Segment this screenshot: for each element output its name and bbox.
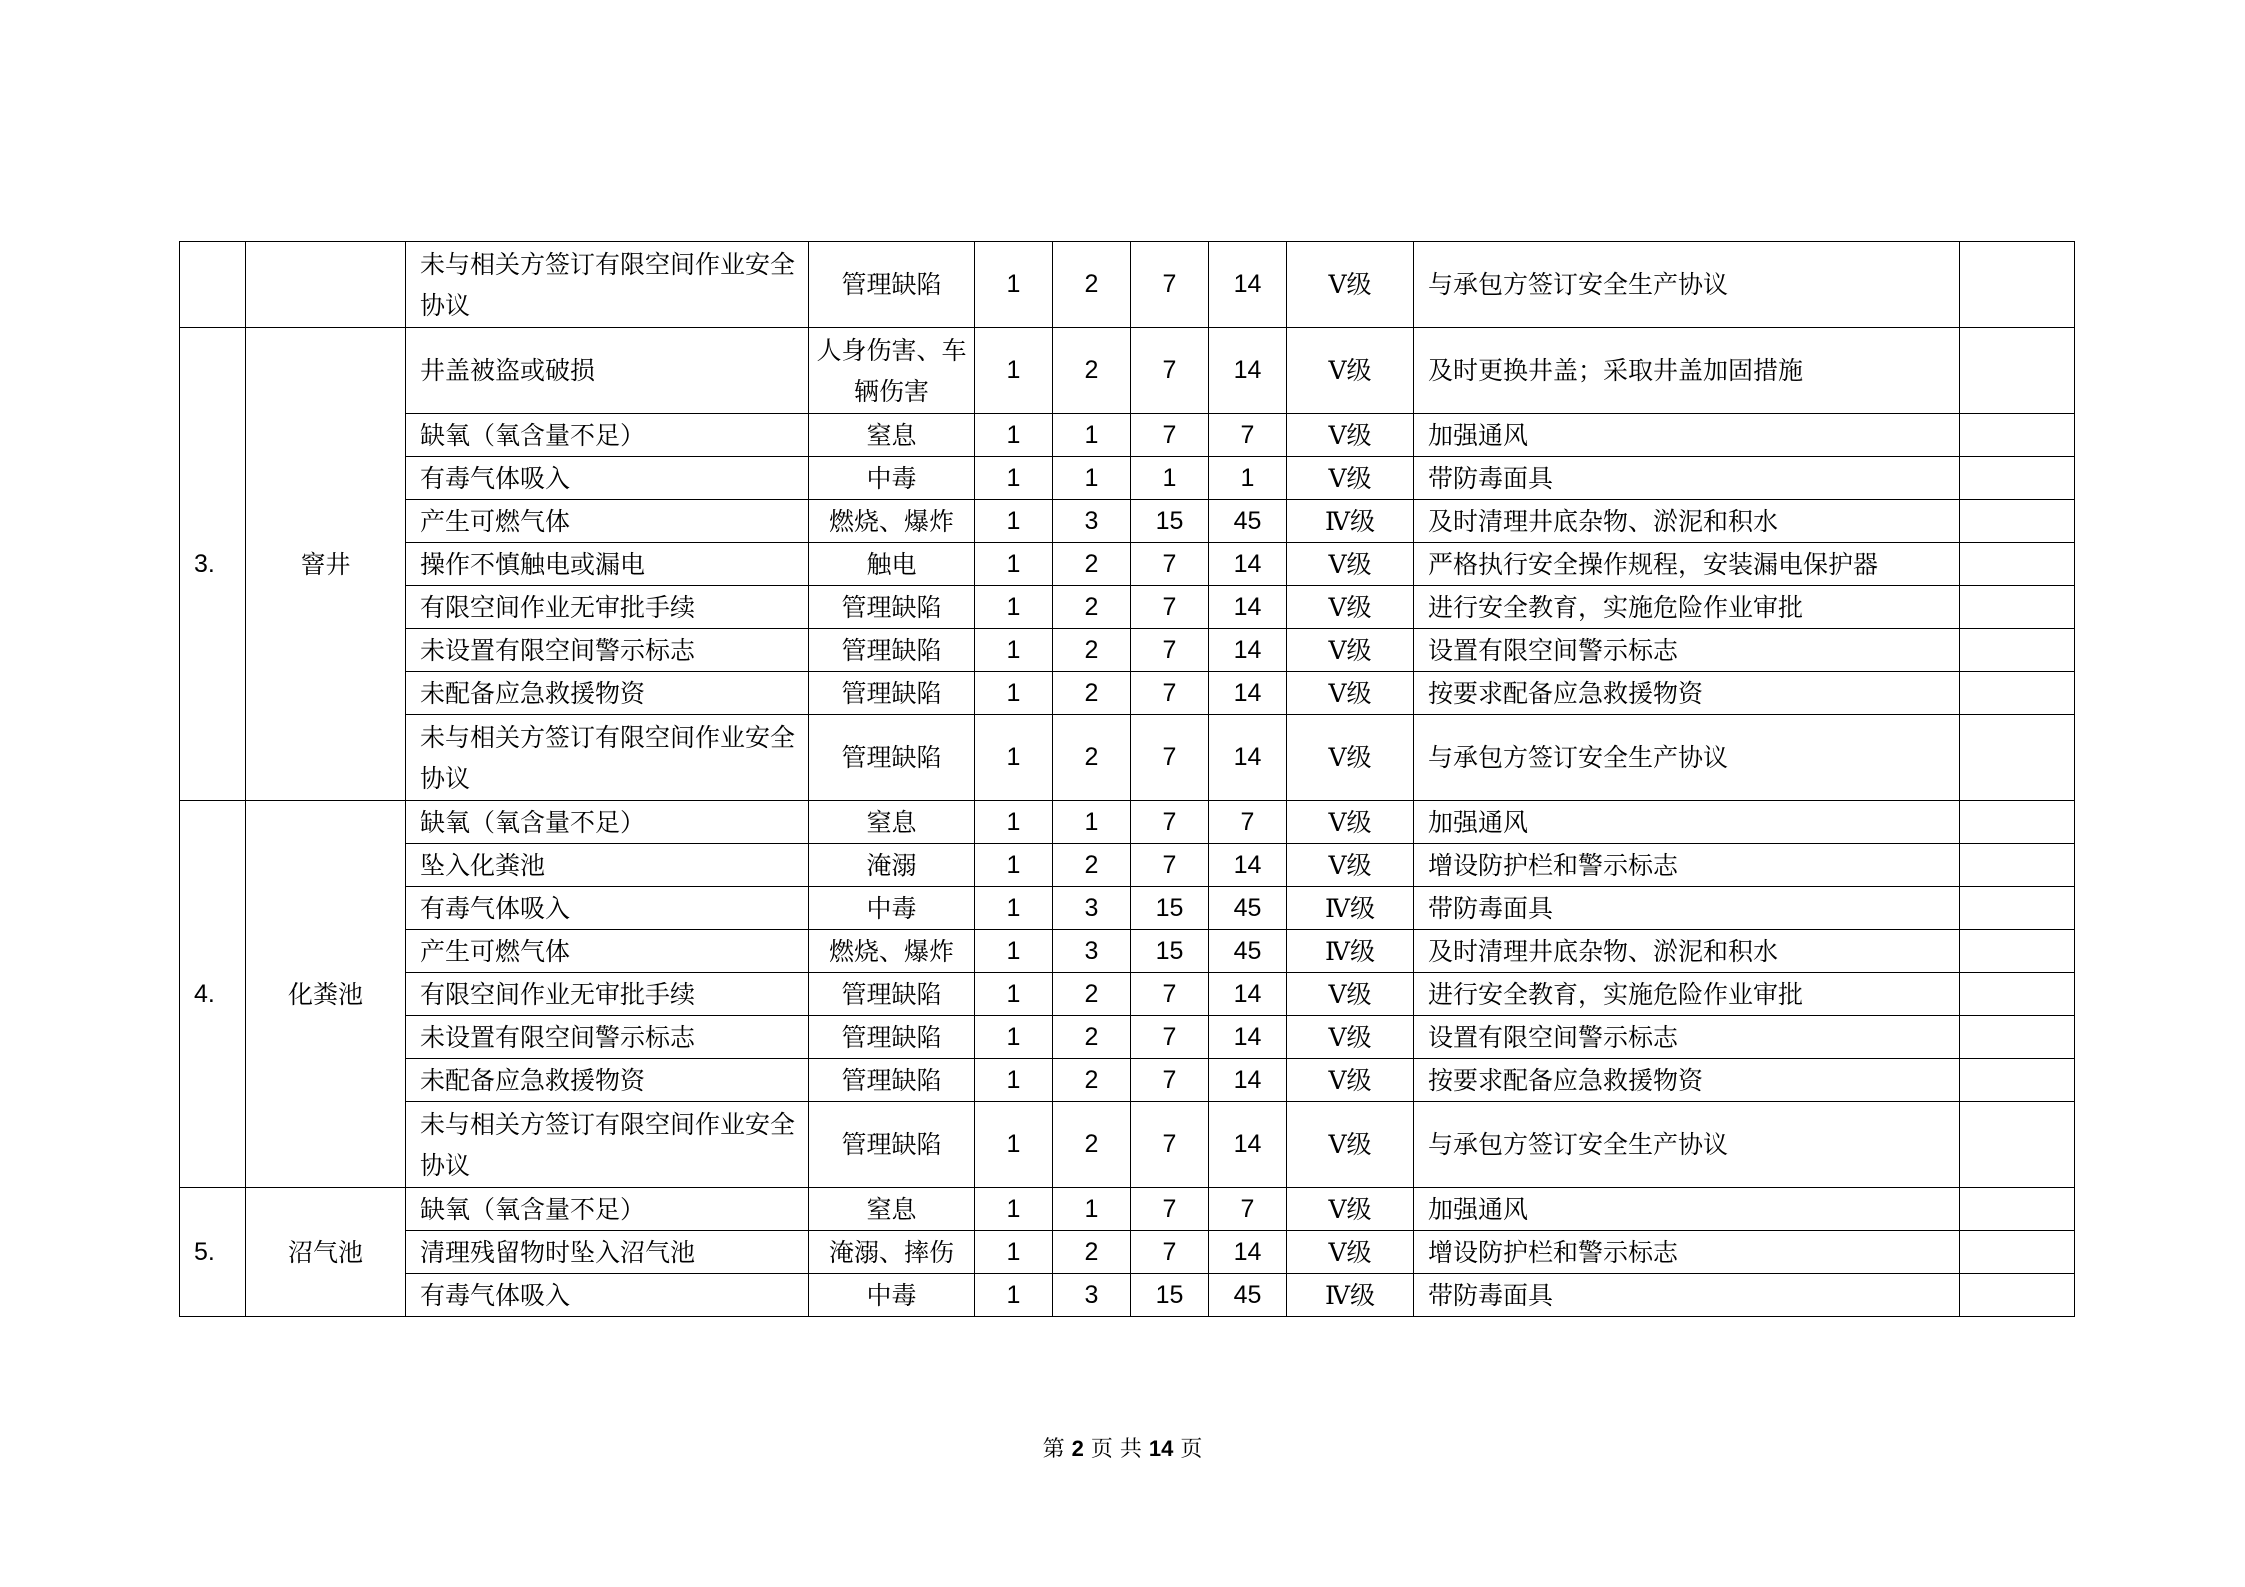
- table-row: [180, 1059, 2075, 1102]
- footer-prefix: 第: [1042, 1437, 1065, 1462]
- d-value-cell: 45: [1209, 1274, 1287, 1317]
- consequence-cell: 管理缺陷: [809, 973, 975, 1016]
- c-value-cell: 7: [1131, 844, 1209, 887]
- control-measure-cell: 设置有限空间警示标志: [1414, 1016, 1960, 1059]
- consequence-cell: 燃烧、爆炸: [809, 500, 975, 543]
- risk-level-cell: Ⅴ级: [1287, 629, 1414, 672]
- e-value-cell: 2: [1053, 629, 1131, 672]
- note-cell: [1960, 1231, 2075, 1274]
- e-value-cell: 2: [1053, 586, 1131, 629]
- d-value-cell: 14: [1209, 1102, 1287, 1188]
- c-value-cell: 1: [1131, 457, 1209, 500]
- control-measure-cell: 严格执行安全操作规程，安装漏电保护器: [1414, 543, 1960, 586]
- risk-level-cell: Ⅴ级: [1287, 715, 1414, 801]
- table-row: [180, 242, 2075, 328]
- consequence-cell: 淹溺: [809, 844, 975, 887]
- hazard-cell: 缺氧（氧含量不足）: [406, 414, 809, 457]
- hazard-cell: 未配备应急救援物资: [406, 672, 809, 715]
- l-value-cell: 1: [975, 414, 1053, 457]
- consequence-cell: 窒息: [809, 414, 975, 457]
- section-index: [180, 242, 246, 328]
- risk-level-cell: Ⅳ级: [1287, 500, 1414, 543]
- consequence-cell: 管理缺陷: [809, 1102, 975, 1188]
- d-value-cell: 1: [1209, 457, 1287, 500]
- consequence-cell: 窒息: [809, 1188, 975, 1231]
- l-value-cell: 1: [975, 543, 1053, 586]
- control-measure-cell: 与承包方签订安全生产协议: [1414, 715, 1960, 801]
- hazard-cell: 有限空间作业无审批手续: [406, 586, 809, 629]
- control-measure-cell: 及时更换井盖；采取井盖加固措施: [1414, 328, 1960, 414]
- d-value-cell: 14: [1209, 629, 1287, 672]
- risk-level-cell: Ⅴ级: [1287, 457, 1414, 500]
- l-value-cell: 1: [975, 1274, 1053, 1317]
- control-measure-cell: 带防毒面具: [1414, 887, 1960, 930]
- note-cell: [1960, 715, 2075, 801]
- c-value-cell: 7: [1131, 629, 1209, 672]
- e-value-cell: 3: [1053, 500, 1131, 543]
- hazard-cell: 清理残留物时坠入沼气池: [406, 1231, 809, 1274]
- table-row: [180, 586, 2075, 629]
- table-body: [180, 242, 2075, 1317]
- c-value-cell: 7: [1131, 1231, 1209, 1274]
- d-value-cell: 7: [1209, 801, 1287, 844]
- note-cell: [1960, 1016, 2075, 1059]
- d-value-cell: 45: [1209, 930, 1287, 973]
- note-cell: [1960, 1059, 2075, 1102]
- note-cell: [1960, 414, 2075, 457]
- d-value-cell: 7: [1209, 1188, 1287, 1231]
- section-location: 化粪池: [246, 801, 406, 1188]
- e-value-cell: 2: [1053, 1102, 1131, 1188]
- e-value-cell: 2: [1053, 543, 1131, 586]
- d-value-cell: 45: [1209, 887, 1287, 930]
- footer-middle: 页 共: [1090, 1437, 1142, 1462]
- note-cell: [1960, 801, 2075, 844]
- note-cell: [1960, 672, 2075, 715]
- e-value-cell: 1: [1053, 414, 1131, 457]
- c-value-cell: 7: [1131, 715, 1209, 801]
- c-value-cell: 15: [1131, 887, 1209, 930]
- l-value-cell: 1: [975, 1231, 1053, 1274]
- hazard-cell: 未与相关方签订有限空间作业安全协议: [406, 242, 809, 328]
- c-value-cell: 7: [1131, 1059, 1209, 1102]
- control-measure-cell: 加强通风: [1414, 801, 1960, 844]
- table-row: [180, 1016, 2075, 1059]
- risk-level-cell: Ⅴ级: [1287, 672, 1414, 715]
- consequence-cell: 窒息: [809, 801, 975, 844]
- c-value-cell: 7: [1131, 586, 1209, 629]
- hazard-cell: 未与相关方签订有限空间作业安全协议: [406, 715, 809, 801]
- risk-level-cell: Ⅴ级: [1287, 242, 1414, 328]
- risk-level-cell: Ⅳ级: [1287, 930, 1414, 973]
- consequence-cell: 触电: [809, 543, 975, 586]
- hazard-cell: 操作不慎触电或漏电: [406, 543, 809, 586]
- control-measure-cell: 与承包方签订安全生产协议: [1414, 1102, 1960, 1188]
- footer-total-pages: 14: [1148, 1436, 1174, 1461]
- note-cell: [1960, 629, 2075, 672]
- d-value-cell: 14: [1209, 672, 1287, 715]
- e-value-cell: 3: [1053, 887, 1131, 930]
- hazard-cell: 未配备应急救援物资: [406, 1059, 809, 1102]
- control-measure-cell: 及时清理井底杂物、淤泥和积水: [1414, 930, 1960, 973]
- l-value-cell: 1: [975, 242, 1053, 328]
- control-measure-cell: 加强通风: [1414, 414, 1960, 457]
- table-row: [180, 844, 2075, 887]
- c-value-cell: 7: [1131, 1188, 1209, 1231]
- section-index: 4.: [180, 801, 246, 1188]
- l-value-cell: 1: [975, 328, 1053, 414]
- table-row: [180, 1231, 2075, 1274]
- e-value-cell: 1: [1053, 457, 1131, 500]
- consequence-cell: 中毒: [809, 457, 975, 500]
- d-value-cell: 14: [1209, 1231, 1287, 1274]
- c-value-cell: 7: [1131, 672, 1209, 715]
- risk-level-cell: Ⅴ级: [1287, 1231, 1414, 1274]
- consequence-cell: 管理缺陷: [809, 715, 975, 801]
- l-value-cell: 1: [975, 887, 1053, 930]
- l-value-cell: 1: [975, 500, 1053, 543]
- table-row: [180, 629, 2075, 672]
- table-row: [180, 1102, 2075, 1188]
- d-value-cell: 14: [1209, 242, 1287, 328]
- consequence-cell: 淹溺、摔伤: [809, 1231, 975, 1274]
- hazard-cell: 未设置有限空间警示标志: [406, 629, 809, 672]
- e-value-cell: 1: [1053, 801, 1131, 844]
- hazard-cell: 缺氧（氧含量不足）: [406, 1188, 809, 1231]
- risk-level-cell: Ⅴ级: [1287, 543, 1414, 586]
- note-cell: [1960, 973, 2075, 1016]
- note-cell: [1960, 500, 2075, 543]
- l-value-cell: 1: [975, 586, 1053, 629]
- c-value-cell: 7: [1131, 242, 1209, 328]
- note-cell: [1960, 242, 2075, 328]
- c-value-cell: 7: [1131, 328, 1209, 414]
- d-value-cell: 45: [1209, 500, 1287, 543]
- hazard-cell: 产生可燃气体: [406, 930, 809, 973]
- e-value-cell: 3: [1053, 930, 1131, 973]
- control-measure-cell: 及时清理井底杂物、淤泥和积水: [1414, 500, 1960, 543]
- c-value-cell: 15: [1131, 1274, 1209, 1317]
- note-cell: [1960, 887, 2075, 930]
- consequence-cell: 管理缺陷: [809, 672, 975, 715]
- footer-page-number: 2: [1071, 1436, 1084, 1461]
- control-measure-cell: 带防毒面具: [1414, 1274, 1960, 1317]
- c-value-cell: 7: [1131, 543, 1209, 586]
- e-value-cell: 2: [1053, 973, 1131, 1016]
- l-value-cell: 1: [975, 629, 1053, 672]
- c-value-cell: 7: [1131, 1102, 1209, 1188]
- control-measure-cell: 按要求配备应急救援物资: [1414, 1059, 1960, 1102]
- e-value-cell: 1: [1053, 1188, 1131, 1231]
- risk-level-cell: Ⅳ级: [1287, 887, 1414, 930]
- consequence-cell: 管理缺陷: [809, 1016, 975, 1059]
- risk-level-cell: Ⅴ级: [1287, 973, 1414, 1016]
- control-measure-cell: 增设防护栏和警示标志: [1414, 1231, 1960, 1274]
- consequence-cell: 中毒: [809, 887, 975, 930]
- risk-assessment-table: [179, 241, 2075, 1317]
- hazard-cell: 有毒气体吸入: [406, 1274, 809, 1317]
- c-value-cell: 7: [1131, 414, 1209, 457]
- e-value-cell: 2: [1053, 715, 1131, 801]
- e-value-cell: 2: [1053, 328, 1131, 414]
- hazard-cell: 坠入化粪池: [406, 844, 809, 887]
- l-value-cell: 1: [975, 457, 1053, 500]
- table-row: [180, 887, 2075, 930]
- risk-level-cell: Ⅳ级: [1287, 1274, 1414, 1317]
- hazard-cell: 产生可燃气体: [406, 500, 809, 543]
- footer-suffix: 页: [1180, 1437, 1203, 1462]
- note-cell: [1960, 586, 2075, 629]
- table-row: [180, 1188, 2075, 1231]
- e-value-cell: 2: [1053, 844, 1131, 887]
- e-value-cell: 3: [1053, 1274, 1131, 1317]
- table-row: [180, 672, 2075, 715]
- risk-level-cell: Ⅴ级: [1287, 801, 1414, 844]
- note-cell: [1960, 457, 2075, 500]
- d-value-cell: 14: [1209, 715, 1287, 801]
- c-value-cell: 7: [1131, 1016, 1209, 1059]
- risk-level-cell: Ⅴ级: [1287, 586, 1414, 629]
- note-cell: [1960, 1274, 2075, 1317]
- e-value-cell: 2: [1053, 242, 1131, 328]
- l-value-cell: 1: [975, 1059, 1053, 1102]
- page-footer: [0, 1432, 2245, 1463]
- e-value-cell: 2: [1053, 1231, 1131, 1274]
- l-value-cell: 1: [975, 844, 1053, 887]
- table-row: [180, 543, 2075, 586]
- risk-level-cell: Ⅴ级: [1287, 414, 1414, 457]
- risk-level-cell: Ⅴ级: [1287, 1059, 1414, 1102]
- e-value-cell: 2: [1053, 672, 1131, 715]
- risk-level-cell: Ⅴ级: [1287, 1016, 1414, 1059]
- d-value-cell: 14: [1209, 1016, 1287, 1059]
- note-cell: [1960, 328, 2075, 414]
- section-location: 窨井: [246, 328, 406, 801]
- table-row: [180, 414, 2075, 457]
- hazard-cell: 有限空间作业无审批手续: [406, 973, 809, 1016]
- l-value-cell: 1: [975, 715, 1053, 801]
- d-value-cell: 14: [1209, 586, 1287, 629]
- l-value-cell: 1: [975, 1016, 1053, 1059]
- control-measure-cell: 与承包方签订安全生产协议: [1414, 242, 1960, 328]
- hazard-cell: 缺氧（氧含量不足）: [406, 801, 809, 844]
- c-value-cell: 7: [1131, 973, 1209, 1016]
- section-location: [246, 242, 406, 328]
- control-measure-cell: 带防毒面具: [1414, 457, 1960, 500]
- control-measure-cell: 加强通风: [1414, 1188, 1960, 1231]
- control-measure-cell: 进行安全教育，实施危险作业审批: [1414, 586, 1960, 629]
- consequence-cell: 中毒: [809, 1274, 975, 1317]
- control-measure-cell: 按要求配备应急救援物资: [1414, 672, 1960, 715]
- hazard-cell: 未设置有限空间警示标志: [406, 1016, 809, 1059]
- l-value-cell: 1: [975, 801, 1053, 844]
- consequence-cell: 管理缺陷: [809, 586, 975, 629]
- hazard-cell: 有毒气体吸入: [406, 457, 809, 500]
- c-value-cell: 15: [1131, 500, 1209, 543]
- hazard-cell: 有毒气体吸入: [406, 887, 809, 930]
- consequence-cell: 管理缺陷: [809, 242, 975, 328]
- d-value-cell: 14: [1209, 844, 1287, 887]
- d-value-cell: 14: [1209, 543, 1287, 586]
- control-measure-cell: 设置有限空间警示标志: [1414, 629, 1960, 672]
- e-value-cell: 2: [1053, 1016, 1131, 1059]
- section-index: 3.: [180, 328, 246, 801]
- table-row: [180, 328, 2075, 414]
- l-value-cell: 1: [975, 1102, 1053, 1188]
- e-value-cell: 2: [1053, 1059, 1131, 1102]
- control-measure-cell: 增设防护栏和警示标志: [1414, 844, 1960, 887]
- table-row: [180, 500, 2075, 543]
- hazard-cell: 未与相关方签订有限空间作业安全协议: [406, 1102, 809, 1188]
- risk-level-cell: Ⅴ级: [1287, 328, 1414, 414]
- section-index: 5.: [180, 1188, 246, 1317]
- d-value-cell: 14: [1209, 973, 1287, 1016]
- d-value-cell: 7: [1209, 414, 1287, 457]
- table-row: [180, 930, 2075, 973]
- table-row: [180, 801, 2075, 844]
- table-row: [180, 1274, 2075, 1317]
- l-value-cell: 1: [975, 1188, 1053, 1231]
- l-value-cell: 1: [975, 672, 1053, 715]
- note-cell: [1960, 930, 2075, 973]
- hazard-cell: 井盖被盗或破损: [406, 328, 809, 414]
- risk-level-cell: Ⅴ级: [1287, 844, 1414, 887]
- l-value-cell: 1: [975, 973, 1053, 1016]
- risk-level-cell: Ⅴ级: [1287, 1188, 1414, 1231]
- consequence-cell: 人身伤害、车辆伤害: [809, 328, 975, 414]
- d-value-cell: 14: [1209, 1059, 1287, 1102]
- table-row: [180, 457, 2075, 500]
- l-value-cell: 1: [975, 930, 1053, 973]
- control-measure-cell: 进行安全教育，实施危险作业审批: [1414, 973, 1960, 1016]
- note-cell: [1960, 844, 2075, 887]
- note-cell: [1960, 1102, 2075, 1188]
- table-row: [180, 973, 2075, 1016]
- c-value-cell: 15: [1131, 930, 1209, 973]
- consequence-cell: 管理缺陷: [809, 1059, 975, 1102]
- note-cell: [1960, 1188, 2075, 1231]
- risk-level-cell: Ⅴ级: [1287, 1102, 1414, 1188]
- consequence-cell: 燃烧、爆炸: [809, 930, 975, 973]
- note-cell: [1960, 543, 2075, 586]
- d-value-cell: 14: [1209, 328, 1287, 414]
- section-location: 沼气池: [246, 1188, 406, 1317]
- c-value-cell: 7: [1131, 801, 1209, 844]
- table-row: [180, 715, 2075, 801]
- consequence-cell: 管理缺陷: [809, 629, 975, 672]
